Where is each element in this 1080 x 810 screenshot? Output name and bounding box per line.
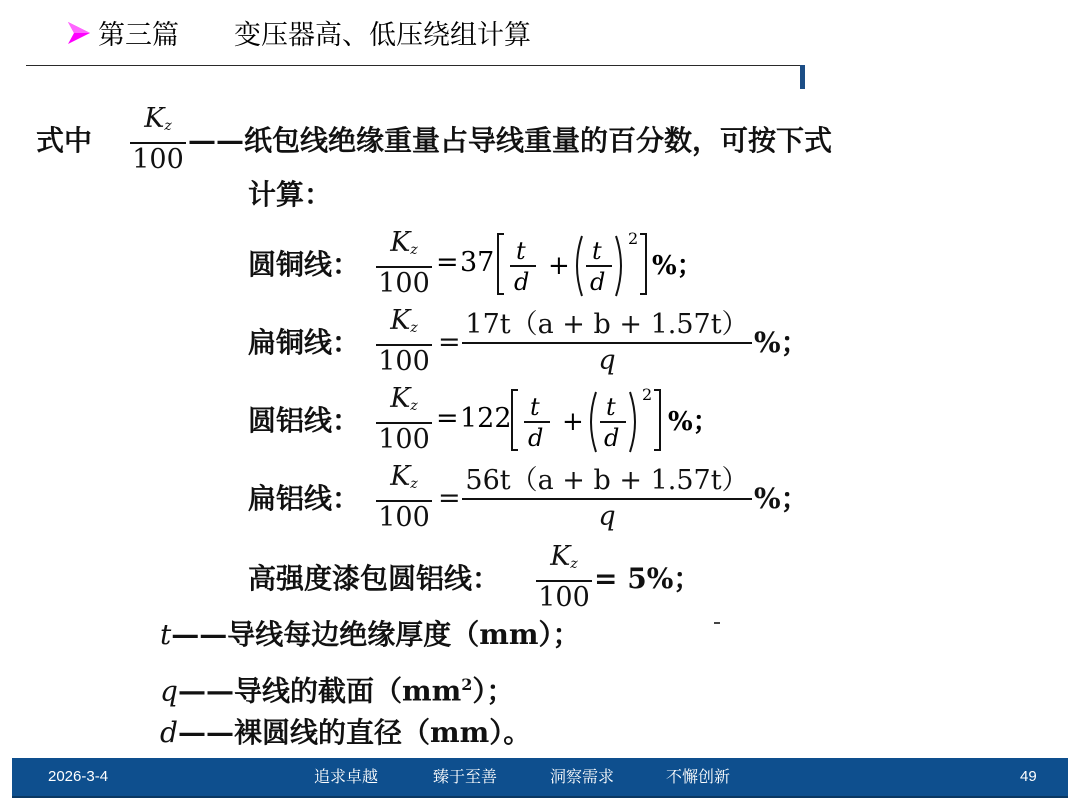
svg-text:t: t [592,237,602,265]
flat-copper-fraction [462,308,752,378]
formula-label-enamel-aluminum: 高强度漆包圆铝线： [248,562,501,595]
formula-round-aluminum [432,380,772,458]
svg-text:+: + [548,251,570,281]
kz-fraction-round-copper: $\frac{K_z}{100}$ [376,228,432,299]
svg-text:t: t [606,393,616,421]
footer-slogan-4: 不懈创新 [666,767,731,786]
footer-date: 2026-3-4 [48,768,109,785]
svg-text:122: 122 [460,403,512,434]
kz-fraction-round-aluminum: $\frac{K_z}{100}$ [376,384,432,455]
definition-text: ——纸包线绝缘重量占导线重量的百分数，可按下式 [188,124,833,157]
kz-fraction-intro: $\frac{K_z}{100}$ [130,104,186,175]
svg-text:d: d [514,268,530,296]
variable-q-definition: q——导线的截面$(mm^2)$； [160,674,515,708]
definition-continued: 计算： [248,178,333,211]
footer-slogan-1: 追求卓越 [314,767,379,786]
scanned-formula-page: 式中 $\frac{K_z}{100}$ ——纸包线绝缘重量占导线重量的百分数，可按下式 计算： 圆铜线： $\frac{K_z}{100}$ = 37 t d + t d 2 %； 扁铜线： $\frac{K_z}{100}$ = $\frac{17t(a + b + 1.57t)}{q}$ %； 圆铝线： $\frac{K_z}{100}$ = 122 t d + t d 2 %； 扁铝线： $\frac{K_z}{100}$ = $\frac{56t(a + b + 1.57t)}{q}$ %； 高强度漆包圆铝线： $\frac{K_z}{100}$ = 5%； t——导线每边绝缘厚度（mm）； q——导线的截面$(mm^2)$； d——裸圆线的直径（mm）。 [36,103,833,749]
svg-text:t: t [516,237,526,265]
svg-text:d: d [590,268,606,296]
formula-round-copper [432,224,762,302]
svg-text:2: 2 [642,385,653,404]
flat-aluminum-numerator: 56t（a + b + 1.57t） [462,464,752,500]
formula-label-round-aluminum: 圆铝线： [248,404,361,437]
kz-fraction-enamel-aluminum: $\frac{K_z}{100}$ [536,542,592,613]
variable-d-definition: d——裸圆线的直径（mm）。 [160,716,532,749]
header-divider [26,65,804,66]
kz-fraction-flat-aluminum: $\frac{K_z}{100}$ [376,462,432,533]
formula-label-round-copper: 圆铜线： [248,248,361,281]
svg-text:+: + [562,407,584,437]
footer-slogan-2: 臻于至善 [433,767,498,786]
svg-text:%；: %； [652,251,703,281]
svg-text:d: d [604,424,620,452]
flat-copper-denominator: q [598,345,616,376]
svg-text:t: t [530,393,540,421]
flat-aluminum-fraction [462,464,752,534]
svg-text:37: 37 [460,247,495,278]
footer-slogan-3: 洞察需求 [550,767,615,786]
footer-page-number: 49 [1020,768,1037,785]
svg-text:2: 2 [628,229,639,248]
flat-aluminum-denominator: q [598,501,616,532]
formula-label-flat-copper: 扁铜线： [248,326,361,359]
variable-t-definition: t——导线每边绝缘厚度（mm）； [160,618,581,651]
flat-copper-suffix: %； [754,326,809,359]
kz-fraction-flat-copper: $\frac{K_z}{100}$ [376,306,432,377]
enamel-aluminum-result: = 5%； [594,562,702,595]
lead-text: 式中 [36,124,93,157]
svg-text:=: = [436,247,459,278]
flat-copper-numerator: 17t（a + b + 1.57t） [462,308,752,344]
svg-text:%；: %； [668,407,719,437]
svg-text:=: = [436,403,459,434]
scan-speck [714,622,720,624]
arrow-bullet-icon [66,20,92,46]
section-number: 第三篇 [98,20,179,51]
section-title: 变压器高、低压绕组计算 [234,20,531,51]
svg-text:d: d [528,424,544,452]
formula-label-flat-aluminum: 扁铝线： [248,482,361,515]
header-divider-accent [800,65,805,89]
slide-header [0,0,1080,95]
slide-footer [12,758,1068,798]
flat-aluminum-suffix: %； [754,482,809,515]
